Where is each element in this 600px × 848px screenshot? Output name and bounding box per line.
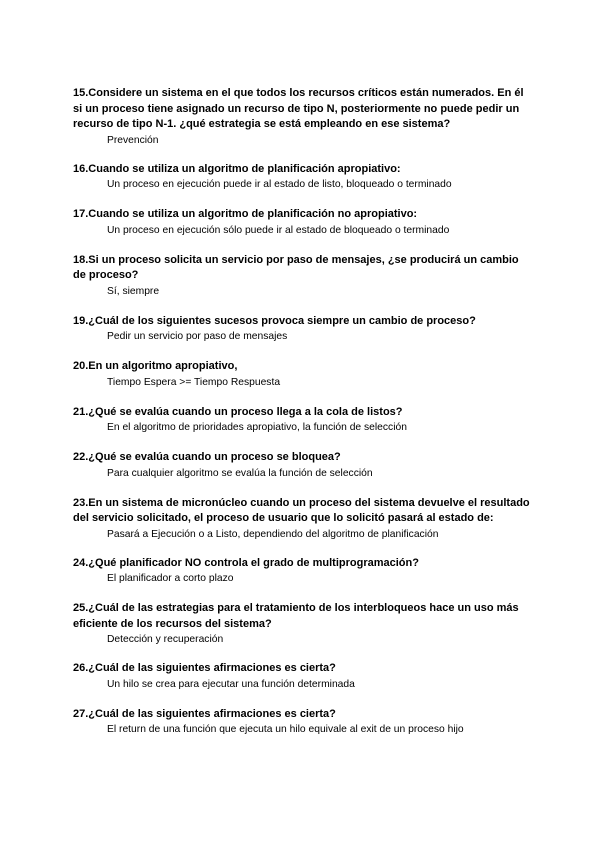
answer-text: Pedir un servicio por paso de mensajes — [107, 331, 288, 342]
answer-text: Un proceso en ejecución puede ir al estado de listo, bloqueado o terminado — [107, 179, 452, 190]
question-text: 26.¿Cuál de las siguientes afirmaciones es cierta? — [73, 662, 336, 674]
qa-item-20 — [73, 359, 533, 390]
answer-text: Sí, siempre — [107, 285, 160, 297]
qa-item-27 — [73, 707, 533, 738]
answer-text: El return de una función que ejecuta un hilo equivale al exit de un proceso hijo — [107, 724, 464, 735]
qa-item-15 — [73, 86, 533, 148]
qa-item-17 — [73, 207, 533, 238]
question-text: 17.Cuando se utiliza un algoritmo de planificación no apropiativo: — [73, 208, 418, 220]
answer-text: Un hilo se crea para ejecutar una función determinada — [107, 678, 355, 690]
question-text: 23.En un sistema de micronúcleo cuando un proceso del sistema devuelve el resultado del servicio solicitado, el proceso de usuario que lo solicitó pasará al estado de: — [73, 496, 530, 524]
qa-item-19 — [73, 314, 533, 345]
question-text: 24.¿Qué planificador NO controla el grado de multiprogramación? — [73, 556, 419, 569]
qa-item-25 — [73, 601, 533, 647]
question-text: 16.Cuando se utiliza un algoritmo de planificación apropiativo: — [73, 162, 401, 175]
question-text: 27.¿Cuál de las siguientes afirmaciones es cierta? — [73, 707, 336, 720]
answer-text: Para cualquier algoritmo se evalúa la función de selección — [107, 467, 373, 479]
qa-item-23 — [73, 496, 533, 542]
question-text: 21.¿Qué se evalúa cuando un proceso llega a la cola de listos? — [73, 405, 403, 418]
question-text: 20.En un algoritmo apropiativo, — [73, 360, 238, 372]
qa-item-22 — [73, 450, 533, 481]
answer-text: Tiempo Espera >= Tiempo Respuesta — [107, 376, 281, 388]
answer-text: En el algoritmo de prioridades apropiativo, la función de selección — [107, 422, 407, 433]
document-page — [73, 86, 533, 737]
question-text: 15.Considere un sistema en el que todos los recursos críticos están numerados. En él si un proceso tiene asignado un recurso de tipo N, posteriormente no puede pedir un recurso de tipo N-1. ¿qué estrategia se está empleando en ese sistema? — [73, 87, 524, 130]
answer-text: El planificador a corto plazo — [107, 573, 234, 584]
answer-text: Prevención — [107, 134, 159, 146]
question-text: 22.¿Qué se evalúa cuando un proceso se bloquea? — [73, 451, 341, 463]
answer-text: Pasará a Ejecución o a Listo, dependiendo del algoritmo de planificación — [107, 528, 439, 540]
question-text: 25.¿Cuál de las estrategias para el tratamiento de los interbloqueos hace un uso más eficiente de los recursos del sistema? — [73, 602, 519, 630]
qa-item-18 — [73, 253, 533, 299]
qa-item-24 — [73, 556, 533, 587]
question-text: 18.Si un proceso solicita un servicio por paso de mensajes, ¿se producirá un cambio de proceso? — [73, 253, 519, 281]
qa-item-21 — [73, 405, 533, 436]
qa-item-26 — [73, 661, 533, 692]
qa-item-16 — [73, 162, 533, 193]
answer-text: Detección y recuperación — [107, 634, 224, 645]
question-text: 19.¿Cuál de los siguientes sucesos provoca siempre un cambio de proceso? — [73, 314, 476, 327]
answer-text: Un proceso en ejecución sólo puede ir al estado de bloqueado o terminado — [107, 224, 450, 236]
